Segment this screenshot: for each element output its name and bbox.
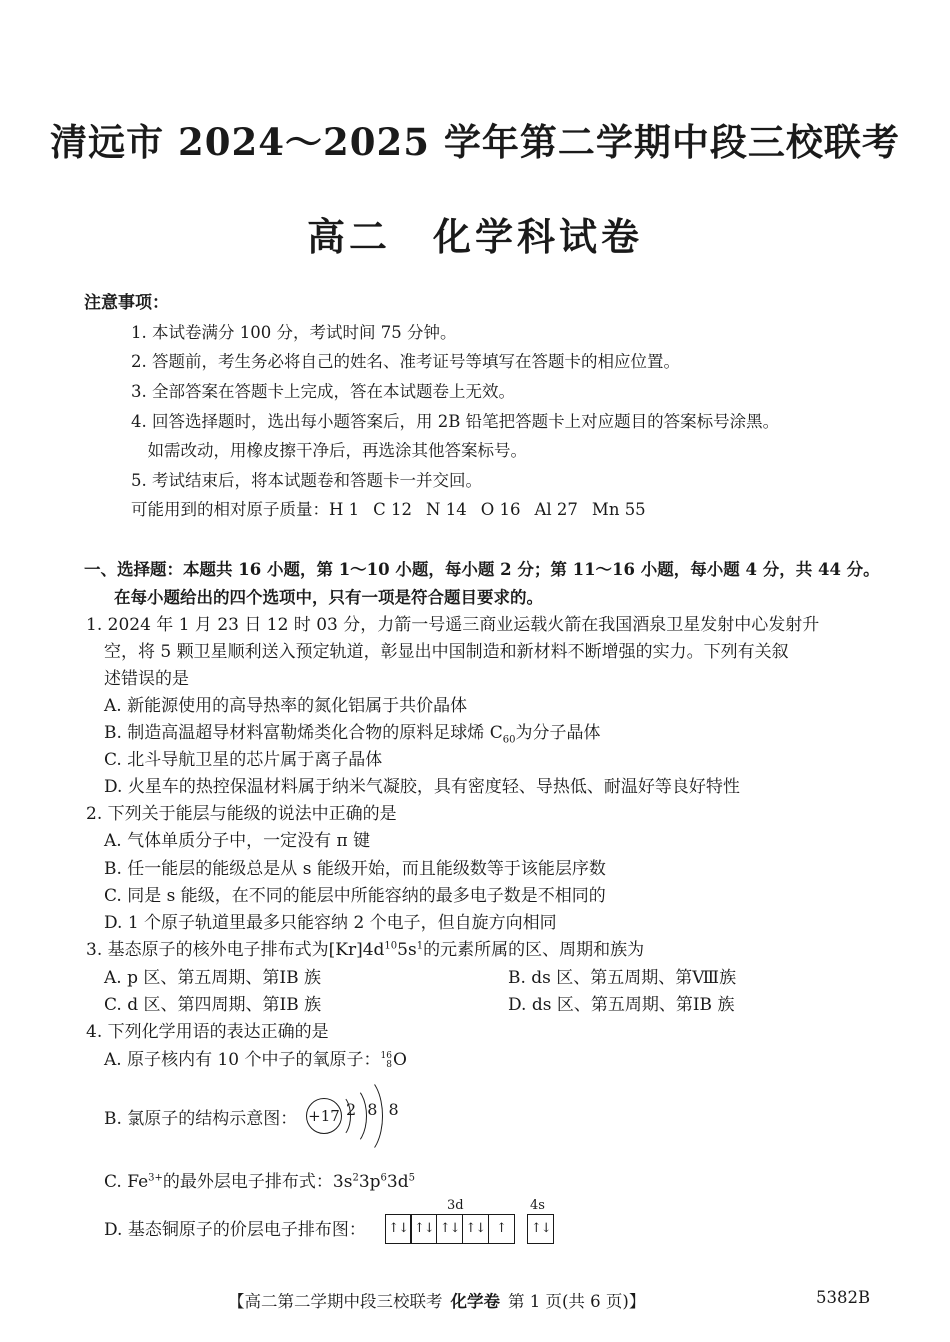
q2-option-a: A. 气体单质分子中，一定没有 π 键	[104, 831, 371, 851]
q4-3d-label: 3d	[386, 1172, 409, 1192]
q3-stem-mid: 5s	[397, 940, 417, 960]
q3-sup-10: 10	[384, 940, 398, 952]
q1-option-a: A. 新能源使用的高导热率的氮化铝属于共价晶体	[104, 696, 468, 716]
footer-exam-name: 【高二第二学期中段三校联考	[228, 1292, 443, 1311]
exam-title: 清远市 2024～2025 学年第二学期中段三校联考	[50, 120, 900, 164]
q1-stem-line-2: 空，将 5 颗卫星顺利送入预定轨道，彰显出中国制造和新材料不断增强的实力。下列有关叙	[104, 642, 789, 662]
mass-o: O 16	[480, 500, 521, 519]
chlorine-nucleus-circle: +17	[306, 1098, 342, 1134]
exam-subtitle: 高二 化学科试卷	[306, 214, 643, 259]
q2-stem: 2. 下列关于能层与能级的说法中正确的是	[86, 804, 397, 824]
orbital-box-3d-3: ↑↓	[436, 1214, 463, 1244]
paper-code: 5382B	[816, 1288, 871, 1307]
q4-nuclide-numbers	[381, 1052, 392, 1070]
q4-3d-electrons: 5	[408, 1172, 415, 1184]
q4-atomic-number: 8	[386, 1059, 392, 1070]
q4-oxygen-symbol: O	[392, 1050, 407, 1070]
notice-item-3: 3. 全部答案在答题卡上完成，答在本试题卷上无效。	[131, 382, 515, 401]
footer-page-number: 第 1 页(共 6 页)】	[508, 1292, 646, 1311]
notice-item-1: 1. 本试卷满分 100 分，考试时间 75 分钟。	[131, 323, 457, 342]
atomic-mass-label: 可能用到的相对原子质量：	[131, 500, 329, 519]
mass-h: H 1	[329, 500, 360, 519]
q4-stem: 4. 下列化学用语的表达正确的是	[86, 1022, 329, 1042]
orbital-box-4s: ↑↓	[527, 1214, 554, 1244]
notice-item-2: 2. 答题前，考生务必将自己的姓名、准考证号等填写在答题卡的相应位置。	[131, 352, 680, 371]
q4-option-a-text: A. 原子核内有 10 个中子的氧原子：	[104, 1050, 381, 1070]
q3-stem	[86, 938, 644, 962]
mass-mn: Mn 55	[591, 500, 646, 519]
section-1-instruction: 在每小题给出的四个选项中，只有一项是符合题目要求的。	[114, 588, 543, 607]
q1-option-c: C. 北斗导航卫星的芯片属于离子晶体	[104, 750, 383, 770]
q1-option-b	[104, 721, 600, 745]
q4-fe-symbol: C. Fe	[104, 1172, 149, 1192]
q4-mass-number: 16	[380, 1050, 392, 1061]
q1-c60-subscript: 60	[502, 734, 516, 746]
mass-n: N 14	[426, 500, 467, 519]
mass-c: C 12	[373, 500, 413, 519]
q3-option-a: A. p 区、第五周期、第ⅠB 族	[104, 968, 321, 988]
q2-option-c: C. 同是 s 能级，在不同的能层中所能容纳的最多电子数是不相同的	[104, 886, 606, 906]
q2-option-d: D. 1 个原子轨道里最多只能容纳 2 个电子，但自旋方向相同	[104, 913, 557, 933]
q1-stem-line-1: 1. 2024 年 1 月 23 日 12 时 03 分，力箭一号遥三商业运载火箭在我国酒泉卫星发射中心发射升	[86, 615, 820, 635]
q4-3p-electrons: 6	[380, 1172, 387, 1184]
page-footer	[228, 1288, 645, 1312]
footer-subject: 化学卷	[450, 1292, 500, 1311]
q4-option-c-text: 的最外层电子排布式：3s	[162, 1172, 353, 1192]
orbital-label-4s: 4s	[530, 1198, 545, 1213]
orbital-box-3d-1: ↑↓	[385, 1214, 412, 1244]
q1-option-b-pre: B. 制造高温超导材料富勒烯类化合物的原料足球烯 C	[104, 723, 503, 743]
notice-item-4: 4. 回答选择题时，选出每小题答案后，用 2B 铅笔把答题卡上对应题目的答案标号涂黑。	[131, 412, 780, 431]
electron-shell-counts: 2 8 8	[346, 1100, 402, 1119]
orbital-box-3d-2: ↑↓	[410, 1214, 437, 1244]
section-1-header: 一、选择题：本题共 16 小题，第 1～10 小题，每小题 2 分；第 11～16 小题，每小题 4 分，共 44 分。	[84, 560, 880, 579]
q3-option-b: B. ds 区、第五周期、第Ⅷ族	[508, 968, 737, 988]
notice-item-5: 5. 考试结束后，将本试题卷和答题卡一并交回。	[131, 471, 482, 490]
copper-orbital-diagram	[386, 1214, 554, 1244]
q3-stem-pre: 3. 基态原子的核外电子排布式为[Kr]4d	[86, 940, 385, 960]
q4-option-d: D. 基态铜原子的价层电子排布图：	[104, 1220, 366, 1240]
q4-3p-label: 3p	[358, 1172, 381, 1192]
q2-option-b: B. 任一能层的能级总是从 s 能级开始，而且能级数等于该能层序数	[104, 859, 606, 879]
q4-3s-electrons: 2	[352, 1172, 359, 1184]
orbital-label-3d: 3d	[447, 1198, 464, 1213]
q4-fe-charge: 3+	[148, 1172, 163, 1184]
q1-stem-line-3: 述错误的是	[104, 669, 189, 689]
orbital-box-3d-4: ↑↓	[462, 1214, 489, 1244]
q3-stem-post: 的元素所属的区、周期和族为	[423, 940, 645, 960]
notice-heading: 注意事项：	[84, 293, 169, 313]
q3-option-c: C. d 区、第四周期、第ⅠB 族	[104, 995, 322, 1015]
q4-option-c	[104, 1170, 415, 1194]
mass-al: Al 27	[534, 500, 578, 519]
orbital-box-3d-5: ↑	[488, 1214, 515, 1244]
q1-option-d: D. 火星车的热控保温材料属于纳米气凝胶，具有密度轻、导热低、耐温好等良好特性	[104, 777, 740, 797]
atomic-mass-line	[131, 498, 660, 522]
notice-item-4-cont: 如需改动，用橡皮擦干净后，再选涂其他答案标号。	[131, 441, 527, 460]
q4-option-b: B. 氯原子的结构示意图：	[104, 1109, 298, 1129]
q3-sup-1: 1	[416, 940, 424, 952]
q1-option-b-post: 为分子晶体	[515, 723, 601, 743]
q4-option-a	[104, 1048, 407, 1072]
q3-option-d: D. ds 区、第五周期、第ⅠB 族	[508, 995, 735, 1015]
